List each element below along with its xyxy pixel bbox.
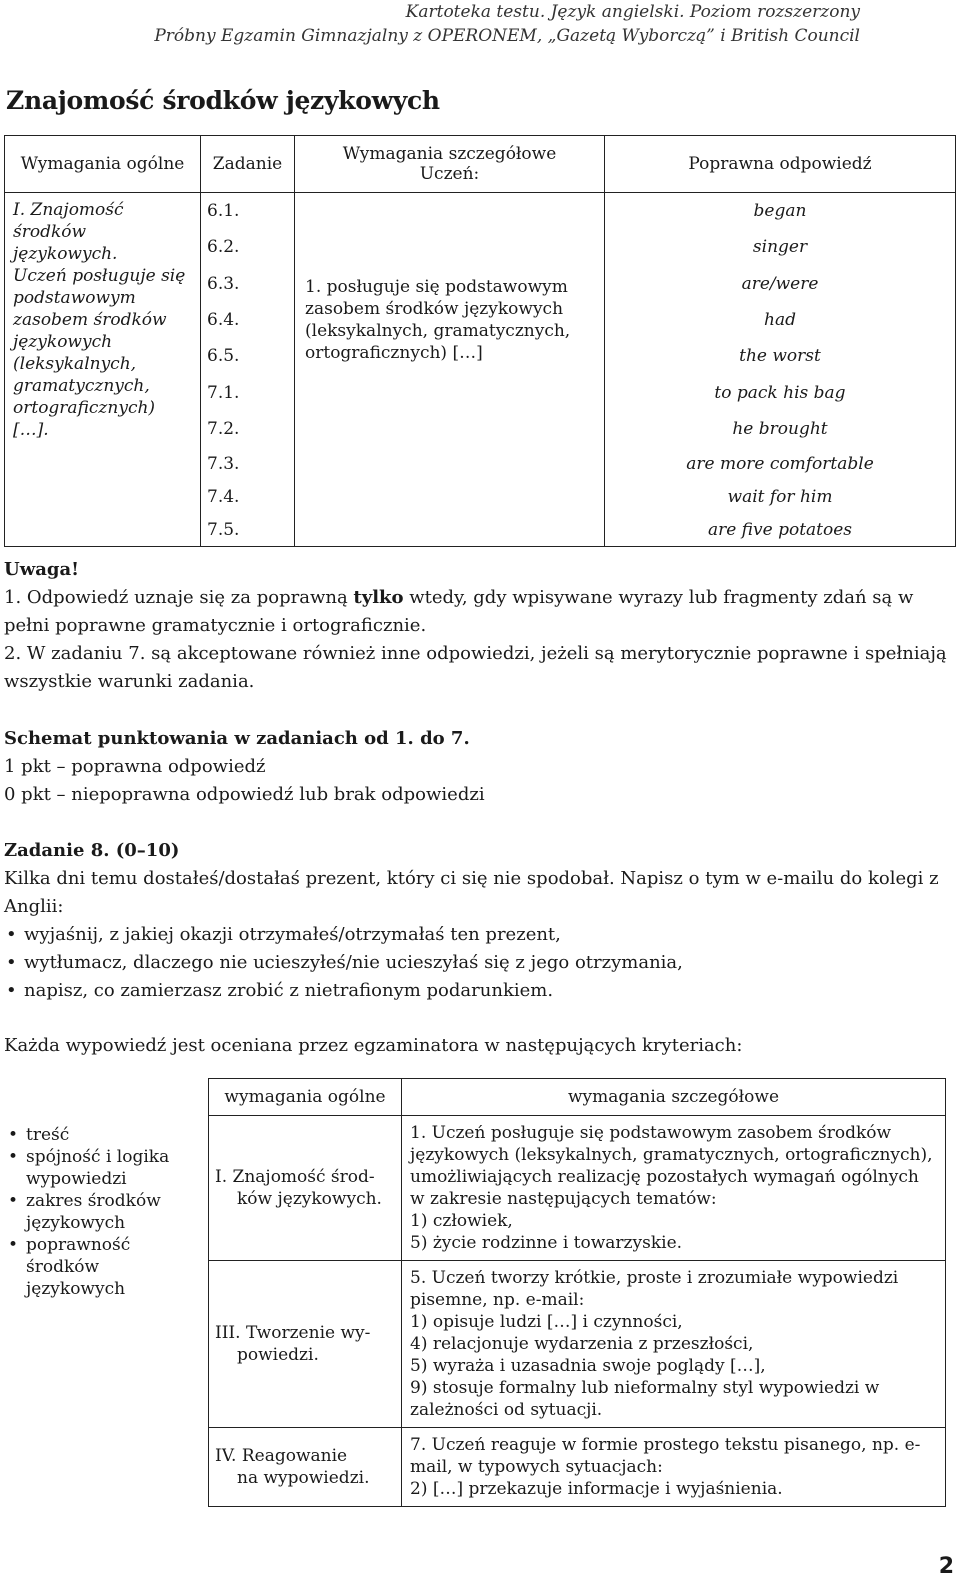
note-point-1-end: wtedy, gdy wpisywane wyrazy lub fragmenty zdań są w pełni poprawne gramatycznie i ortograficznie. xyxy=(4,587,914,636)
task8-bullet: • napisz, co zamierzasz zrobić z nietrafionym podarunkiem. xyxy=(4,977,956,1005)
general-req-line: IV. Reagowanie xyxy=(215,1446,348,1466)
page-number: 2 xyxy=(938,1554,954,1579)
answer-cell: the worst xyxy=(605,338,956,374)
detailed-req-cell xyxy=(402,1428,946,1507)
task8-bullet: • wyjaśnij, z jakiej okazji otrzymałeś/otrzymałaś ten prezent, xyxy=(4,921,956,949)
task-number: 7.2. xyxy=(201,411,295,447)
task-number: 6.4. xyxy=(201,302,295,338)
task-number: 6.3. xyxy=(201,266,295,302)
note-point-1 xyxy=(4,584,956,640)
task-number: 7.3. xyxy=(201,447,295,480)
scoring-title: Schemat punktowania w zadaniach od 1. do 7. xyxy=(4,728,470,749)
general-req-cell xyxy=(209,1428,402,1507)
criteria-list xyxy=(6,1124,202,1300)
detailed-req-line: 2) […] przekazuje informacje i wyjaśnienia. xyxy=(410,1479,783,1499)
general-req-line: III. Tworzenie wy- xyxy=(215,1323,371,1343)
answer-cell: singer xyxy=(605,229,956,265)
col-header-detailed-line1: Wymagania szczegółowe xyxy=(342,144,557,164)
empty-cell xyxy=(5,447,201,480)
answer-cell: are more comfortable xyxy=(605,447,956,480)
answer-cell: are five potatoes xyxy=(605,513,956,547)
answer-cell: to pack his bag xyxy=(605,374,956,410)
note-point-2: 2. W zadaniu 7. są akceptowane również inne odpowiedzi, jeżeli są merytorycznie poprawne i spełniają wszystkie warunki zadania. xyxy=(4,643,947,692)
answer-cell: wait for him xyxy=(605,480,956,513)
task8-bullets xyxy=(4,921,956,1005)
empty-cell xyxy=(5,513,201,547)
answer-key-table xyxy=(4,135,956,547)
header-line-2: Próbny Egzamin Gimnazjalny z OPERONEM, „Gazetą Wyborczą” i British Council xyxy=(154,26,860,46)
task-number: 6.1. xyxy=(201,193,295,230)
detailed-req-line: 1) opisuje ludzi […] i czynności, xyxy=(410,1312,683,1332)
general-req-cell xyxy=(209,1116,402,1261)
general-req-line: ków językowych. xyxy=(237,1189,382,1209)
answer-cell: are/were xyxy=(605,266,956,302)
general-requirement-cell xyxy=(5,193,201,448)
detailed-req-line: 1) człowiek, xyxy=(410,1211,513,1231)
task8-section xyxy=(4,837,956,1005)
task-number: 7.1. xyxy=(201,374,295,410)
empty-header xyxy=(4,1079,209,1116)
detailed-req-cell xyxy=(402,1261,946,1428)
task-number: 6.5. xyxy=(201,338,295,374)
col-header-task: Zadanie xyxy=(201,136,295,193)
detailed-requirement-text: 1. posługuje się podstawowym zasobem środków językowych (leksykalnych, gramatycznych, ortograficznych) […] xyxy=(305,277,571,363)
col-header-answer: Poprawna odpowiedź xyxy=(605,136,956,193)
detailed-req-cell xyxy=(402,1116,946,1261)
scoring-line: 0 pkt – niepoprawna odpowiedź lub brak odpowiedzi xyxy=(4,784,485,805)
general-req-cell xyxy=(209,1261,402,1428)
task8-intro: Kilka dni temu dostałeś/dostałaś prezent, który ci się nie spodobał. Napisz o tym w e-mailu do kolegi z Anglii: xyxy=(4,868,939,917)
col-header-general: Wymagania ogólne xyxy=(5,136,201,193)
col-header-detailed-line2: Uczeń: xyxy=(419,164,480,184)
scoring-section xyxy=(4,725,956,809)
note-point-1-start: 1. Odpowiedź uznaje się za poprawną xyxy=(4,587,354,608)
detailed-req-line: 7. Uczeń reaguje w formie prostego tekstu pisanego, np. e-mail, w typowych sytuacjach: xyxy=(410,1435,921,1477)
empty-cell xyxy=(295,447,605,480)
detailed-req-line: 1. Uczeń posługuje się podstawowym zasobem środków językowych (leksykalnych, gramatycznych, ortograficznych), umożliwiających realizację pozostałych wymagań ogólnych w zakresie następujących tematów: xyxy=(410,1123,933,1209)
general-requirement-text: I. Znajomość środków językowych. Uczeń posługuje się podstawowym zasobem środków językowych (leksykalnych, gramatycznych, ortograficznych) […]. xyxy=(13,200,186,440)
general-req-line: powiedzi. xyxy=(237,1345,319,1365)
criteria-list-cell xyxy=(4,1116,209,1507)
task-number: 6.2. xyxy=(201,229,295,265)
col-header-general: wymagania ogólne xyxy=(209,1079,402,1116)
criterion-item: • zakres środków językowych xyxy=(6,1190,202,1234)
header-line-1: Kartoteka testu. Język angielski. Poziom rozszerzony xyxy=(405,2,860,22)
empty-cell xyxy=(5,480,201,513)
empty-cell xyxy=(295,513,605,547)
answer-cell: had xyxy=(605,302,956,338)
running-header xyxy=(80,0,860,48)
criterion-item: • spójność i logika wypowiedzi xyxy=(6,1146,202,1190)
criterion-item: • treść xyxy=(6,1124,202,1146)
criteria-intro: Każda wypowiedź jest oceniana przez egzaminatora w następujących kryteriach: xyxy=(4,1035,743,1056)
detailed-req-line: 4) relacjonuje wydarzenia z przeszłości, xyxy=(410,1334,754,1354)
col-header-detailed: wymagania szczegółowe xyxy=(402,1079,946,1116)
general-req-line: I. Znajomość środ- xyxy=(215,1167,375,1187)
detailed-req-line: 5) życie rodzinne i towarzyskie. xyxy=(410,1233,683,1253)
criteria-table xyxy=(4,1078,946,1507)
general-req-line: na wypowiedzi. xyxy=(237,1468,370,1488)
scoring-line: 1 pkt – poprawna odpowiedź xyxy=(4,756,266,777)
col-header-detailed xyxy=(295,136,605,193)
task8-bullet: • wytłumacz, dlaczego nie ucieszyłeś/nie ucieszyłaś się z jego otrzymania, xyxy=(4,949,956,977)
detailed-requirement-cell xyxy=(295,193,605,448)
task-number: 7.4. xyxy=(201,480,295,513)
detailed-req-line: 9) stosuje formalny lub nieformalny styl wypowiedzi w zależności od sytuacji. xyxy=(410,1378,880,1420)
note-section xyxy=(4,556,956,696)
answer-cell: he brought xyxy=(605,411,956,447)
detailed-req-line: 5. Uczeń tworzy krótkie, proste i zrozumiałe wypowiedzi pisemne, np. e-mail: xyxy=(410,1268,899,1310)
note-emphasis: tylko xyxy=(353,587,404,608)
detailed-req-line: 5) wyraża i uzasadnia swoje poglądy […], xyxy=(410,1356,766,1376)
empty-cell xyxy=(295,480,605,513)
note-title: Uwaga! xyxy=(4,559,80,580)
task8-title: Zadanie 8. (0–10) xyxy=(4,840,180,861)
answer-cell: began xyxy=(605,193,956,230)
section-title: Znajomość środków językowych xyxy=(6,86,440,115)
criterion-item: • poprawność środków językowych xyxy=(6,1234,202,1300)
task-number: 7.5. xyxy=(201,513,295,547)
